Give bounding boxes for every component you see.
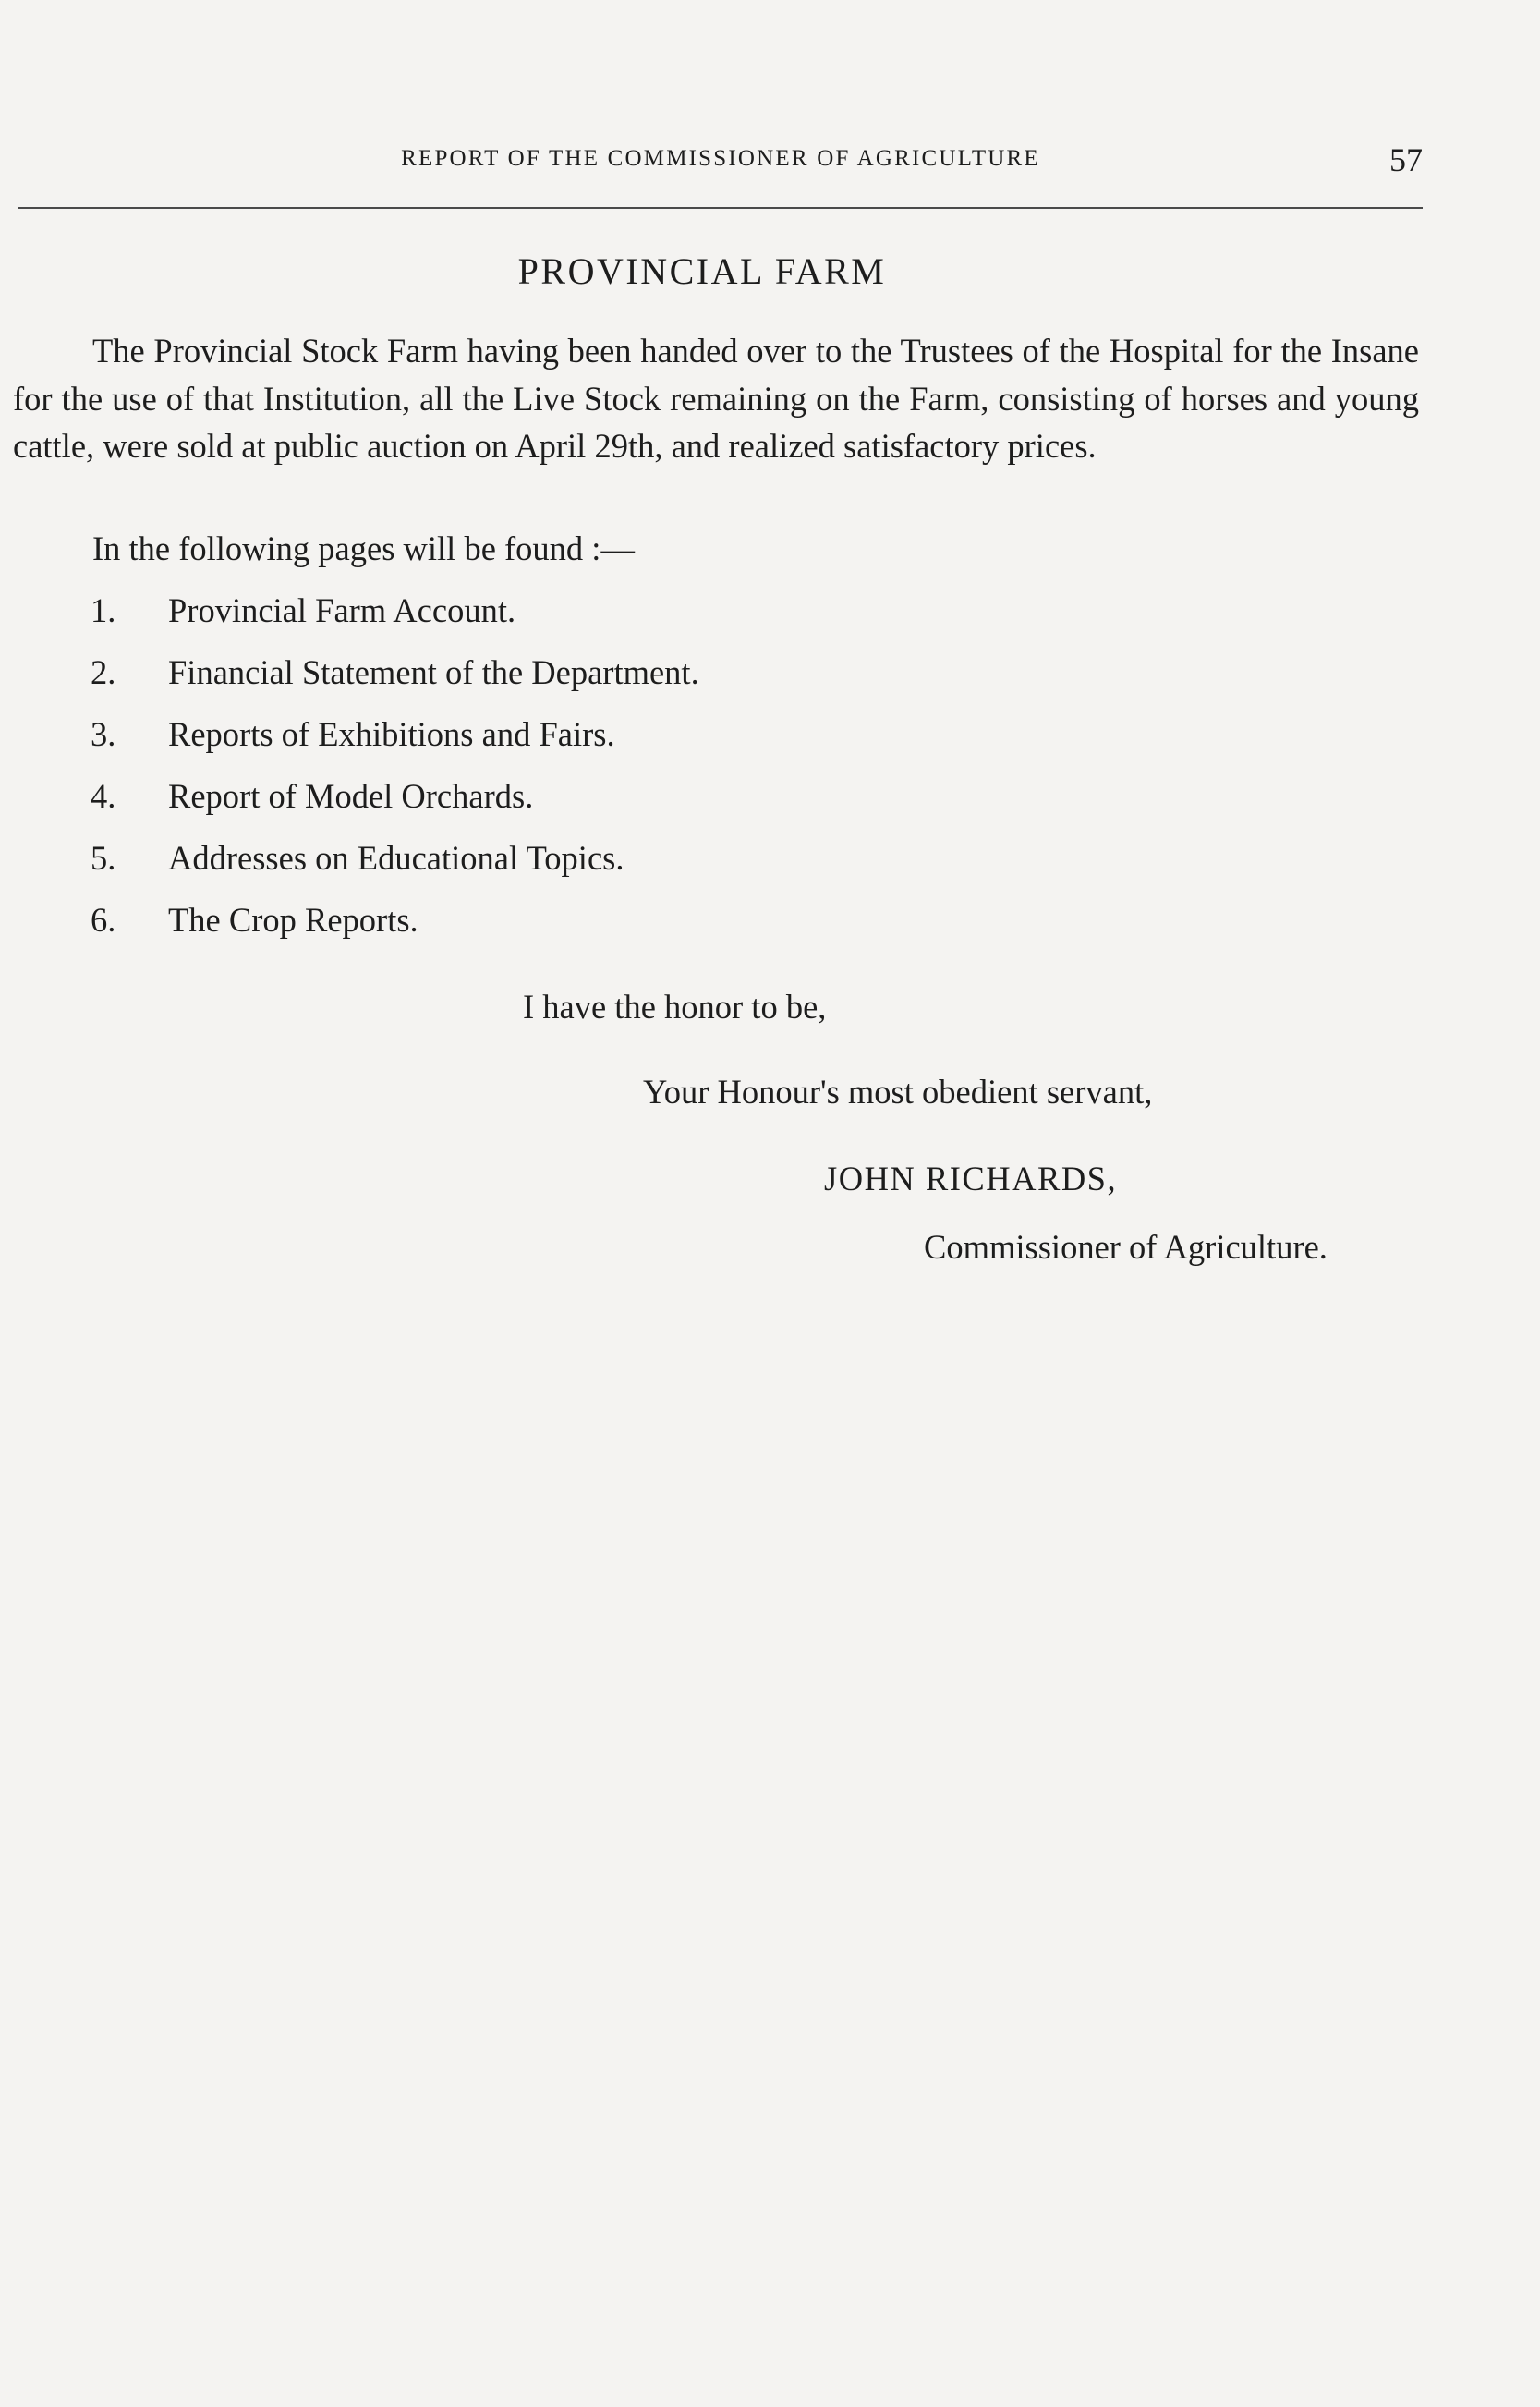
body-paragraph: The Provincial Stock Farm having been handed over to the Trustees of the Hospital for the Insane for the use of that Institution, all the Live Stock remaining on the Farm, consisting of horses and young cattle, were sold at public auction on April 29th, and realized satisfactory prices. bbox=[13, 332, 1419, 465]
signatory-name: JOHN RICHARDS, bbox=[824, 1160, 1118, 1197]
valediction: Your Honour's most obedient servant, bbox=[643, 1073, 1153, 1111]
list-item-number: 2. bbox=[91, 653, 116, 691]
list-item-number: 5. bbox=[91, 839, 116, 877]
running-title: REPORT OF THE COMMISSIONER OF AGRICULTURE bbox=[401, 146, 1040, 171]
list-item-text: Addresses on Educational Topics. bbox=[168, 839, 624, 877]
list-item-number: 1. bbox=[91, 591, 116, 629]
list-item-number: 6. bbox=[91, 901, 116, 939]
header-rule bbox=[18, 207, 1423, 209]
page-header bbox=[18, 141, 1423, 183]
list-intro: In the following pages will be found :— bbox=[92, 529, 635, 567]
list-item-text: Provincial Farm Account. bbox=[168, 591, 516, 629]
list-item-text: Reports of Exhibitions and Fairs. bbox=[168, 715, 615, 753]
list-item-text: Financial Statement of the Department. bbox=[168, 653, 699, 691]
list-item-number: 4. bbox=[91, 777, 116, 815]
list-item-text: The Crop Reports. bbox=[168, 901, 418, 939]
closing-line: I have the honor to be, bbox=[523, 988, 827, 1026]
list-item-text: Report of Model Orchards. bbox=[168, 777, 534, 815]
signatory-title: Commissioner of Agriculture. bbox=[924, 1228, 1328, 1266]
section-title: PROVINCIAL FARM bbox=[517, 250, 887, 292]
list-item-number: 3. bbox=[91, 715, 116, 753]
page-number: 57 bbox=[1389, 141, 1423, 178]
